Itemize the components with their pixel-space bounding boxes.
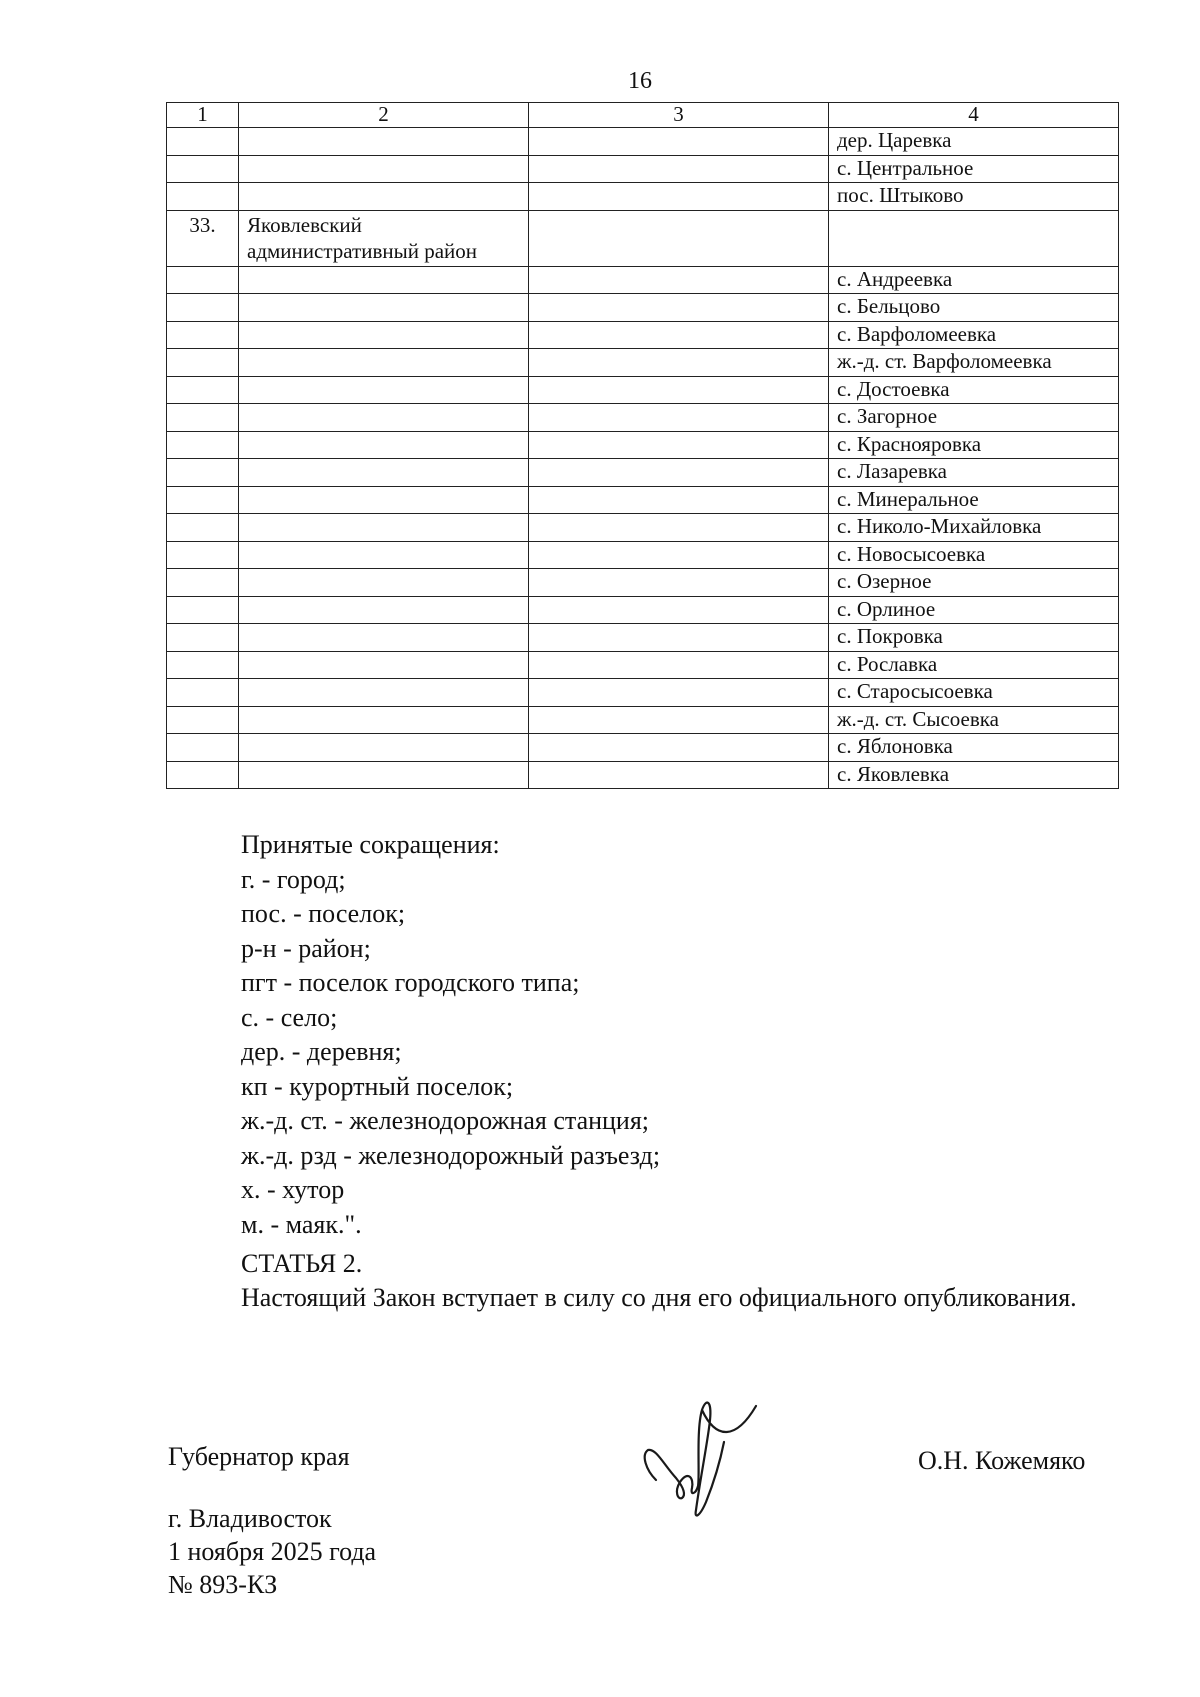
column3-cell [529,734,829,762]
settlement-cell: с. Орлиное [829,596,1119,624]
settlement-cell: с. Старосысоевка [829,679,1119,707]
abbreviation-item: пос. - поселок; [241,899,406,928]
column3-cell [529,294,829,322]
row-number-cell: 33. [167,210,239,266]
column3-cell [529,541,829,569]
district-cell [239,541,529,569]
table-header-row [167,103,1119,128]
row-number-cell [167,486,239,514]
settlement-cell [829,210,1119,266]
settlement-cell: с. Новосысоевка [829,541,1119,569]
row-number-cell [167,541,239,569]
row-number-cell [167,624,239,652]
district-cell [239,266,529,294]
settlement-cell: с. Минеральное [829,486,1119,514]
row-number-cell [167,459,239,487]
settlement-cell: с. Центральное [829,155,1119,183]
column3-cell [529,376,829,404]
column3-cell [529,459,829,487]
settlement-cell: с. Озерное [829,569,1119,597]
table-row [167,266,1119,294]
district-cell [239,459,529,487]
district-cell [239,651,529,679]
row-number-cell [167,155,239,183]
abbreviation-item: х. - хутор [241,1175,345,1204]
district-cell [239,734,529,762]
settlement-cell: ж.-д. ст. Варфоломеевка [829,349,1119,377]
row-number-cell [167,376,239,404]
table-row [167,210,1119,266]
table-row [167,155,1119,183]
row-number-cell [167,596,239,624]
row-number-cell [167,761,239,789]
abbreviation-item: кп - курортный поселок; [241,1071,514,1101]
settlement-cell: с. Яковлевка [829,761,1119,789]
row-number-cell [167,183,239,211]
abbreviation-item: ж.-д. ст. - железнодорожная станция; [241,1106,650,1135]
signing-details [168,1502,376,1601]
article-title: СТАТЬЯ 2. [241,1249,363,1278]
table-row [167,376,1119,404]
column3-cell [529,596,829,624]
settlement-cell: с. Андреевка [829,266,1119,294]
column3-cell [529,569,829,597]
column3-cell [529,679,829,707]
district-cell [239,486,529,514]
signatory-position: Губернатор края [168,1442,350,1471]
table-row [167,486,1119,514]
table-row [167,321,1119,349]
table-row [167,514,1119,542]
settlement-cell: с. Достоевка [829,376,1119,404]
abbreviations-list [241,828,660,1242]
table-row [167,679,1119,707]
settlement-cell: пос. Штыково [829,183,1119,211]
signatory-name: О.Н. Кожемяко [918,1446,1086,1475]
settlement-cell: с. Загорное [829,404,1119,432]
settlement-cell: с. Лазаревка [829,459,1119,487]
column3-cell [529,706,829,734]
table-row [167,431,1119,459]
abbreviation-item: дер. - деревня; [241,1037,402,1066]
handwritten-signature [636,1370,776,1530]
district-cell [239,349,529,377]
district-cell [239,679,529,707]
column3-cell [529,651,829,679]
column3-cell [529,404,829,432]
column3-cell [529,183,829,211]
district-cell [239,596,529,624]
settlement-cell: с. Краснояровка [829,431,1119,459]
column-header: 2 [239,103,529,128]
settlement-cell: с. Бельцово [829,294,1119,322]
row-number-cell [167,679,239,707]
row-number-cell [167,706,239,734]
district-cell [239,624,529,652]
settlement-cell: с. Варфоломеевка [829,321,1119,349]
district-cell [239,376,529,404]
column3-cell [529,486,829,514]
column3-cell [529,514,829,542]
row-number-cell [167,431,239,459]
settlement-cell: ж.-д. ст. Сысоевка [829,706,1119,734]
column-header: 1 [167,103,239,128]
settlements-table [166,102,1119,789]
abbreviation-item: м. - маяк.". [241,1209,362,1239]
row-number-cell [167,349,239,377]
abbreviations-title: Принятые сокращения: [241,830,500,859]
settlement-cell: дер. Царевка [829,128,1119,156]
table-row [167,651,1119,679]
table-row [167,706,1119,734]
table-row [167,596,1119,624]
district-cell [239,404,529,432]
district-cell [239,128,529,156]
row-number-cell [167,266,239,294]
page-number: 16 [628,68,652,94]
row-number-cell [167,514,239,542]
row-number-cell [167,128,239,156]
table-row [167,183,1119,211]
column-header: 3 [529,103,829,128]
signing-city: г. Владивосток [168,1504,332,1533]
district-cell [239,431,529,459]
district-cell [239,569,529,597]
district-cell [239,155,529,183]
row-number-cell [167,734,239,762]
column3-cell [529,321,829,349]
abbreviation-item: ж.-д. рзд - железнодорожный разъезд; [241,1140,661,1170]
abbreviation-item: с. - село; [241,1002,338,1032]
district-cell [239,183,529,211]
column3-cell [529,128,829,156]
table-row [167,624,1119,652]
table-row [167,349,1119,377]
abbreviation-item: р-н - район; [241,933,371,963]
signing-date: 1 ноября 2025 года [168,1537,377,1566]
settlement-cell: с. Рославка [829,651,1119,679]
table-row [167,404,1119,432]
column3-cell [529,266,829,294]
table-row [167,569,1119,597]
row-number-cell [167,569,239,597]
article-text: Настоящий Закон вступает в силу со дня его официального опубликования. [241,1283,1077,1312]
settlement-cell: с. Яблоновка [829,734,1119,762]
law-number: № 893-КЗ [168,1570,278,1599]
district-cell [239,706,529,734]
table-row [167,128,1119,156]
settlement-cell: с. Николо-Михайловка [829,514,1119,542]
settlement-cell: с. Покровка [829,624,1119,652]
row-number-cell [167,404,239,432]
district-cell [239,321,529,349]
column3-cell [529,761,829,789]
column3-cell [529,155,829,183]
column3-cell [529,349,829,377]
row-number-cell [167,294,239,322]
table-row [167,294,1119,322]
row-number-cell [167,321,239,349]
table-row [167,459,1119,487]
table-row [167,761,1119,789]
table-row [167,734,1119,762]
district-cell: Яковлевский административный район [239,210,529,266]
abbreviation-item: пгт - поселок городского типа; [241,968,580,997]
column3-cell [529,210,829,266]
district-cell [239,514,529,542]
district-cell [239,761,529,789]
column3-cell [529,624,829,652]
column3-cell [529,431,829,459]
table-row [167,541,1119,569]
abbreviation-item: г. - город; [241,864,346,894]
district-cell [239,294,529,322]
row-number-cell [167,651,239,679]
column-header: 4 [829,103,1119,128]
